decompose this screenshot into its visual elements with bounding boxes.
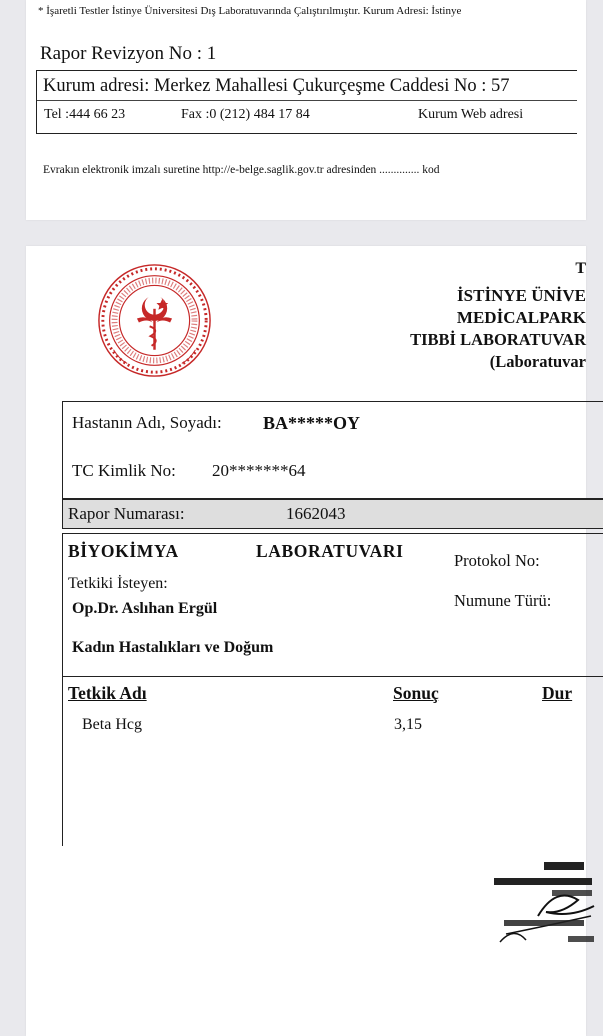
institution-line-3: TIBBİ LABORATUVAR [410,330,586,349]
requesting-doctor: Op.Dr. Aslıhan Ergül [72,600,218,617]
sample-type-label: Numune Türü: [454,591,552,610]
tc-id-value: 20*******64 [212,461,306,480]
column-header-test: Tetkik Adı [68,683,147,703]
revision-number: Rapor Revizyon No : 1 [40,43,217,64]
department: Kadın Hastalıkları ve Doğum [72,639,274,656]
ministry-of-health-seal-icon [96,262,213,379]
tc-id-label: TC Kimlik No: [72,461,176,480]
lab-title-laboratory: LABORATUVARI [256,541,404,561]
institution-line-1: İSTİNYE ÜNİVE [457,286,586,305]
web-address-label: Kurum Web adresi [418,107,524,122]
result-test-name: Beta Hcg [82,716,142,733]
lab-title-biochemistry: BİYOKİMYA [68,541,179,561]
report-number-label: Rapor Numarası: [68,504,185,523]
institution-line-0: T [575,260,586,277]
fax-number: Fax :0 (212) 484 17 84 [181,107,310,122]
requester-label: Tetkiki İsteyen: [68,575,168,592]
protocol-label: Protokol No: [454,551,540,570]
lab-note: * İşaretli Testler İstinye Üniversitesi Dış Laboratuvarında Çalıştırılmıştır. Kurum Adresi: İstinye [38,5,462,17]
report-number-value: 1662043 [286,504,346,523]
signature-stamp-icon [486,856,596,956]
phone-number: Tel :444 66 23 [44,107,126,122]
report-page [26,246,586,1036]
institution-address: Kurum adresi: Merkez Mahallesi Çukurçeşme Caddesi No : 57 [43,76,510,96]
patient-name-label: Hastanın Adı, Soyadı: [72,413,222,432]
patient-name-value: BA*****OY [263,413,361,433]
e-signature-note: Evrakın elektronik imzalı suretine http://e-belge.saglik.gov.tr adresinden .............. kod [43,164,440,176]
institution-line-4: (Laboratuvar [489,352,586,371]
institution-line-2: MEDİCALPARK [456,308,586,327]
column-header-status: Dur [542,683,573,703]
result-value: 3,15 [394,716,422,733]
column-header-result: Sonuç [393,683,439,703]
